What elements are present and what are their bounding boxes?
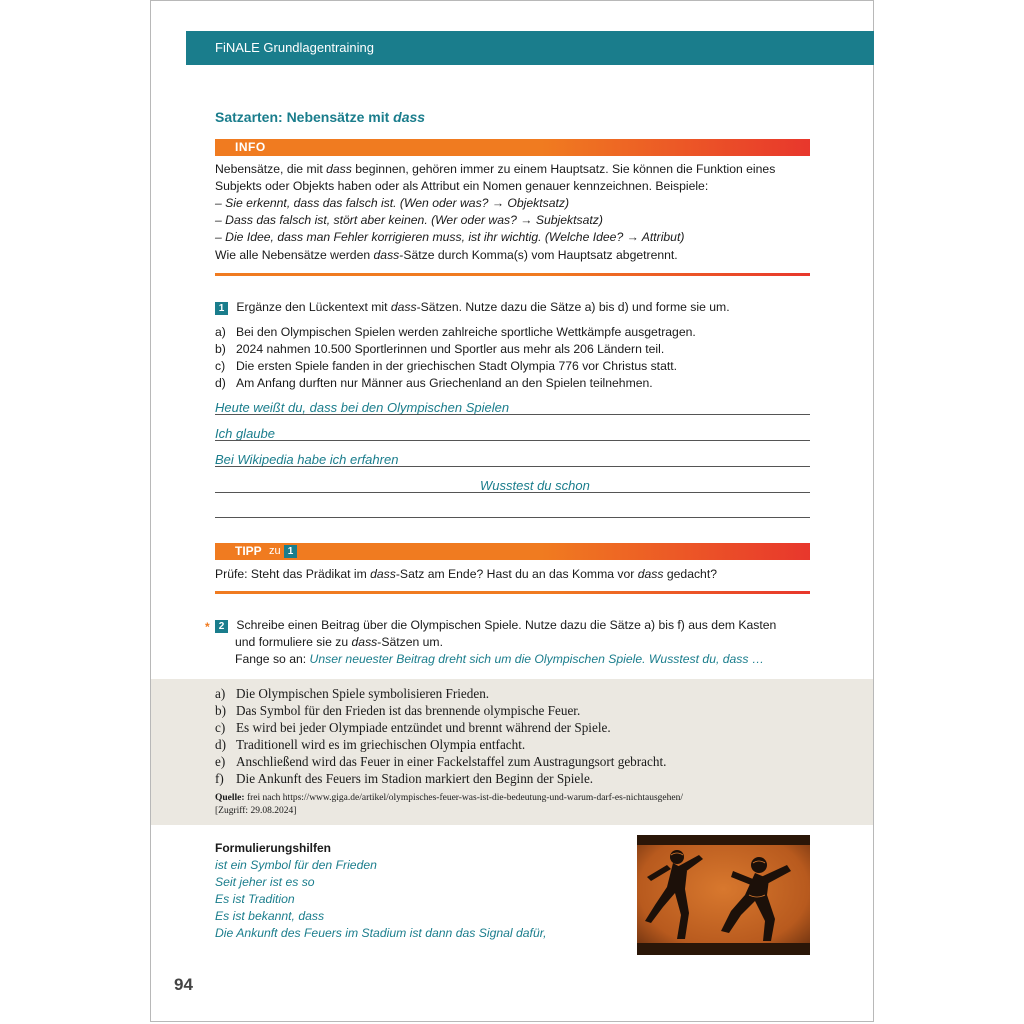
greek-vase-runners-image: [637, 835, 810, 955]
source-label: Quelle:: [215, 793, 245, 803]
difficulty-star-icon: *: [205, 620, 210, 634]
task2-text: Schreibe einen Beitrag über die Olympischen Spiele. Nutze dazu die Sätze a) bis f) aus dem Kasten: [236, 618, 777, 632]
task1-text: -Sätzen. Nutze dazu die Sätze a) bis d) und forme sie um.: [416, 300, 730, 314]
info-keyword: dass: [373, 248, 400, 262]
source-url: frei nach https://www.giga.de/artikel/olympisches-feuer-was-ist-die-bedeutung-und-warum-darf-es-nichtausgehen/: [244, 793, 683, 803]
item-letter: a): [215, 686, 226, 701]
info-text: beginnen, gehören immer zu einem Hauptsatz. Sie können die Funktion eines: [351, 162, 776, 176]
task2-line-1: [215, 617, 810, 634]
tipp-keyword: dass: [637, 567, 664, 581]
info-example-2: – Dass das falsch ist, stört aber keinen. (Wer oder was? → Subjektsatz): [215, 213, 603, 227]
item-text: Am Anfang durften nur Männer aus Griechenland an den Spielen teilnehmen.: [236, 376, 653, 390]
item-letter: a): [215, 325, 226, 339]
item-text: 2024 nahmen 10.500 Sportlerinnen und Sportler aus mehr als 206 Ländern teil.: [236, 342, 665, 356]
answer-line-1[interactable]: [215, 414, 810, 415]
box-item-d: [215, 737, 526, 753]
item-text: Traditionell wird es im griechischen Olympia entfacht.: [236, 737, 526, 752]
help-item: Es ist Tradition: [215, 892, 295, 906]
info-last-line: [215, 247, 810, 264]
item-text: Die Olympischen Spiele symbolisieren Frieden.: [236, 686, 490, 701]
item-letter: e): [215, 754, 226, 769]
source-citation: [215, 793, 683, 803]
task1-item-b: [215, 341, 810, 358]
item-letter: d): [215, 737, 226, 752]
source-access-date: [Zugriff: 29.08.2024]: [215, 806, 297, 816]
info-text: Wie alle Nebensätze werden: [215, 248, 374, 262]
answer-line-2[interactable]: [215, 440, 810, 441]
item-letter: c): [215, 720, 226, 735]
helps-title: Formulierungshilfen: [215, 841, 332, 855]
task1-number: 1: [215, 302, 228, 315]
task1-text: Ergänze den Lückentext mit: [236, 300, 391, 314]
item-text: Es wird bei jeder Olympiade entzündet und brennt während der Spiele.: [236, 720, 611, 735]
info-header: [215, 139, 810, 156]
box-item-a: [215, 686, 490, 702]
tipp-text: [215, 566, 810, 583]
section-title-italic: dass: [393, 109, 426, 125]
help-item: Es ist bekannt, dass: [215, 909, 325, 923]
info-example-3: – Die Idee, dass man Fehler korrigieren muss, ist ihr wichtig. (Welche Idee? → Attribut): [215, 230, 685, 244]
item-text: Die ersten Spiele fanden in der griechischen Stadt Olympia 776 vor Christus statt.: [236, 359, 678, 373]
task2-text: und formuliere sie zu: [235, 635, 352, 649]
section-title-text: Satzarten: Nebensätze mit: [215, 109, 394, 125]
info-bottom-rule: [215, 273, 810, 276]
tipp-text-part: gedacht?: [663, 567, 718, 581]
info-label: INFO: [235, 140, 266, 154]
answer-line-5[interactable]: [215, 517, 810, 518]
info-example-1: – Sie erkennt, dass das falsch ist. (Wen oder was? → Objektsatz): [215, 196, 570, 210]
task2-line-3: [235, 651, 830, 668]
box-item-b: [215, 703, 581, 719]
task2-text: Fange so an:: [235, 652, 310, 666]
section-title: [215, 109, 425, 125]
info-keyword: dass: [326, 162, 352, 176]
tipp-ref-number: 1: [284, 545, 297, 558]
box-item-c: [215, 720, 611, 736]
box-item-f: [215, 771, 594, 787]
fill-prompt-4: Wusstest du schon: [480, 478, 590, 493]
item-text: Bei den Olympischen Spielen werden zahlreiche sportliche Wettkämpfe ausgetragen.: [236, 325, 696, 339]
fill-prompt-1: Heute weißt du, dass bei den Olympischen Spielen: [215, 400, 510, 415]
item-text: Anschließend wird das Feuer in einer Fackelstaffel zum Austragungsort gebracht.: [236, 754, 667, 769]
tipp-bottom-rule: [215, 591, 810, 594]
tipp-keyword: dass: [370, 567, 396, 581]
info-line-2: Subjekts oder Objekts haben oder als Attribut ein Nomen genauer kennzeichnen. Beispiele:: [215, 179, 709, 193]
tipp-text-part: -Satz am Ende? Hast du an das Komma vor: [395, 567, 638, 581]
task2-text: -Sätzen um.: [377, 635, 443, 649]
header-bar: [186, 31, 874, 65]
item-letter: b): [215, 342, 226, 356]
tipp-label: TIPP: [235, 544, 262, 558]
info-text: -Sätze durch Komma(s) vom Hauptsatz abgetrennt.: [399, 248, 678, 262]
task1-item-d: [215, 375, 810, 392]
header-title: FiNALE Grundlagentraining: [215, 40, 374, 55]
tipp-header: [215, 543, 810, 560]
task2-line-2: [235, 634, 830, 651]
answer-line-3[interactable]: [215, 466, 810, 467]
item-letter: f): [215, 771, 224, 786]
item-text: Die Ankunft des Feuers im Stadion markiert den Beginn der Spiele.: [236, 771, 594, 786]
answer-line-4[interactable]: [215, 492, 810, 493]
task1-instruction: [215, 299, 810, 316]
task2-keyword: dass: [351, 635, 378, 649]
item-letter: c): [215, 359, 226, 373]
tipp-zu: zu: [269, 545, 281, 557]
item-letter: d): [215, 376, 226, 390]
info-line-1: [215, 161, 810, 178]
fill-prompt-2: Ich glaube: [215, 426, 275, 441]
item-text: Das Symbol für den Frieden ist das brennende olympische Feuer.: [236, 703, 581, 718]
task2-example-start: Unser neuester Beitrag dreht sich um die Olympischen Spiele. Wusstest du, dass …: [309, 652, 765, 666]
info-text: Nebensätze, die mit: [215, 162, 327, 176]
fill-prompt-3: Bei Wikipedia habe ich erfahren: [215, 452, 399, 467]
task1-keyword: dass: [390, 300, 417, 314]
task2-number: 2: [215, 620, 228, 633]
item-letter: b): [215, 703, 226, 718]
help-item: Seit jeher ist es so: [215, 875, 315, 889]
box-item-e: [215, 754, 667, 770]
help-item: Die Ankunft des Feuers im Stadium ist dann das Signal dafür,: [215, 926, 547, 940]
page-number: 94: [174, 975, 193, 994]
tipp-text-part: Prüfe: Steht das Prädikat im: [215, 567, 371, 581]
help-item: ist ein Symbol für den Frieden: [215, 858, 377, 872]
task1-item-a: [215, 324, 810, 341]
task1-item-c: [215, 358, 810, 375]
